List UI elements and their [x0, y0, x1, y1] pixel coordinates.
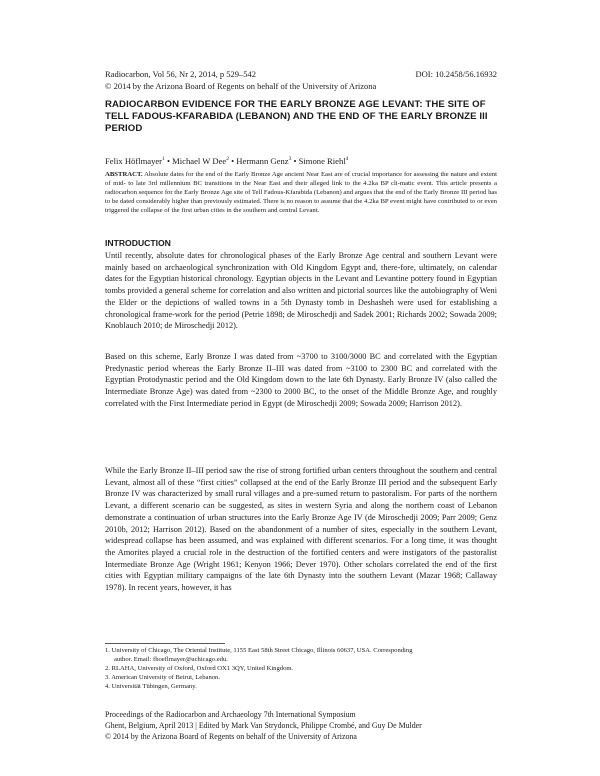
body-line: III period and the subsequent Early Bronze IV was characterized by small rural villages and a pre-	[105, 477, 497, 499]
body-line: 2000 BC, to the onset of the Middle Bronze Age, and roughly correlated with the First Intermediate	[105, 387, 498, 408]
author-name: Michael W Dee	[172, 155, 227, 166]
doi[interactable]: DOI: 10.2458/56.16932	[415, 69, 497, 79]
running-header	[105, 68, 497, 92]
proceedings-line: Ghent, Belgium, April 2013 | Edited by Mark Van Strydonck, Philippe Crombé, and Guy De Mulder	[105, 721, 422, 731]
body-line: Other scholars correlated the end of the first cities with Egyptian military campaigns of the late	[105, 559, 497, 581]
abstract-text: and argues that the end of the Early Bronze III period has to be dated considerably higher than previously estimated. There is	[105, 189, 497, 206]
footnote-divider	[105, 643, 225, 644]
author-list	[105, 153, 497, 167]
author-affiliation-mark: 3	[288, 156, 292, 162]
body-line: the Egyptian Predynastic period whereas the Early Bronze II–III was dated from ~3100 to 2300 BC	[105, 352, 497, 373]
body-paragraph	[105, 351, 497, 410]
author-affiliation-mark: 4	[345, 156, 349, 162]
body-line: Harrison 2012). Based on the abandonment of a number of sites, especially in the southern Levant,	[153, 524, 497, 534]
body-line: 6th Dynasty into the southern Levant (Mazar 1968; Callaway 1978). In recent years, however, it has	[105, 571, 497, 593]
body-line: period in Egypt (de Miroschedji 2009; Sowada 2009; Harrison 2012).	[230, 398, 462, 408]
author-name: Felix Höflmayer	[105, 155, 163, 166]
body-line: Levant were mainly based on archaeological synchronization with Old Kingdom Egypt and, there-	[105, 251, 497, 272]
footnote-continuation[interactable]: author. Email: fhoeflmayer@uchicago.edu.	[114, 655, 228, 663]
body-line: sumed return to pastoralism. For parts of the northern Levant, a different scenario can be suggested,	[105, 489, 497, 511]
footnotes	[105, 647, 497, 692]
author-separator: •	[166, 155, 170, 166]
body-line: instigators of the pastoralist Intermediate Bronze Age (Wright 1961; Kenyon 1966; Dever 1970).	[105, 547, 497, 569]
title-line: TELL FADOUS-KFARABIDA (LEBANON) AND THE END OF THE EARLY BRONZE III	[105, 111, 488, 122]
footnote: 4. Universität Tübingen, Germany.	[105, 682, 197, 690]
abstract-text: in the southern and central Levant.	[226, 207, 320, 215]
body-line: widespread collapse has been assumed, and was explained with different scenarios. For a long time,	[105, 536, 446, 546]
body-line: it was thought the Amorites played a crucial role in the destruction of the fortified centers and were	[105, 536, 498, 557]
body-line: Until recently, absolute dates for chronological phases of the Early Bronze Age central and southern	[105, 251, 452, 260]
body-line: southern and central Levant, almost all of these “first cities” collapsed at the end of the Early Bronze	[105, 466, 498, 487]
body-line: fore, ultimately, on calendar dates for the Egyptian historical chronology. Egyptian objects in the	[105, 262, 497, 284]
proceedings-line: Proceedings of the Radiocarbon and Archaeology 7th International Symposium	[105, 710, 356, 719]
section-heading: INTRODUCTION	[105, 238, 171, 248]
body-line: Based on this scheme, Early Bronze I was dated from ~3700 to 3100/3000 BC and correlated with	[105, 352, 451, 361]
header-copyright: © 2014 by the Arizona Board of Regents on behalf of the University of Arizona	[105, 81, 377, 91]
author-name: Simone Riehl	[298, 155, 346, 166]
author-separator: •	[293, 155, 297, 166]
journal-citation: Radiocarbon, Vol 56, Nr 2, 2014, p 529–542	[105, 69, 257, 79]
footnote: 2. RLAHA, University of Oxford, Oxford OX1 3QY, United Kingdom.	[105, 664, 294, 672]
abstract-label: ABSTRACT.	[105, 171, 143, 178]
body-line: urban structures into the Early Bronze Age IV (de Miroschedji 2009; Parr 2009; Genz 2010b, 2012;	[105, 512, 497, 534]
abstract-text: matic event. This article presents a radiocarbon sequence for the Early Bronze Age site of Tell Fadous-Kfarabida (Lebanon)	[105, 180, 497, 197]
abstract	[105, 170, 497, 215]
footnote: 1. University of Chicago, The Oriental Institute, 1155 East 58th Street Chicago, Illinois 60637, USA. Corresponding	[105, 647, 413, 654]
body-line: walled towns in a 5th Dynasty tomb in Deshasheh were used for establishing a chronological frame-	[105, 297, 497, 319]
body-line: 6th Dynasty. Early Bronze IV (also called the Intermediate Bronze Age) was dated from ~2300 to	[105, 375, 497, 397]
author-separator: •	[231, 155, 235, 166]
author-name: Hermann Genz	[236, 155, 289, 166]
abstract-text: the nature and extent of mid- to late 3rd millennium BC transitions in the Near East and their alleged link to the 4.2ka BP cli-	[105, 171, 498, 188]
author-affiliation-mark: 1	[162, 156, 165, 162]
abstract-text: no reason to assume that the 4.2ka BP event might have contributed to or even triggered the collapse of the first urban cities	[105, 198, 498, 215]
body-paragraph	[105, 465, 497, 594]
body-line: Levant and Levantine pottery found in Egyptian tombs provided a general scheme for correlation	[105, 274, 497, 296]
proceedings-line: © 2014 by the Arizona Board of Regents on behalf of the University of Arizona	[105, 732, 357, 742]
body-line: work for the period (Petrie 1898; de Miroschedji and Sadek 2001; Richards 2002; Sowada 2009;	[174, 309, 497, 319]
body-line: as sites in western Syria and along the northern coast of Lebanon demonstrate a continuation of	[105, 501, 498, 522]
title-line: RADIOCARBON EVIDENCE FOR THE EARLY BRONZE AGE LEVANT: THE SITE OF	[105, 99, 486, 110]
body-paragraph	[105, 250, 497, 332]
body-line: and correlated with the Egyptian Protodynastic period and the Old Kingdom down to the late	[105, 363, 497, 385]
author-affiliation-mark: 2	[226, 156, 229, 162]
proceedings-footer	[105, 709, 497, 742]
title-line: PERIOD	[105, 123, 143, 134]
footnote: 3. American University of Beirut, Lebanon.	[105, 673, 220, 681]
body-line: While the Early Bronze II–III period saw the rise of strong fortified urban centers throughout the	[105, 466, 428, 475]
abstract-text: Absolute dates for the end of the Early Bronze Age ancient Near East are of crucial importance for assessing	[144, 171, 439, 178]
body-line: and also written and pictorial sources like the autobiography of Weni the Elder or the depictions of	[105, 286, 497, 307]
body-line: Knoblauch 2010; de Miroschedji 2012).	[105, 321, 238, 331]
article-title	[105, 99, 497, 135]
